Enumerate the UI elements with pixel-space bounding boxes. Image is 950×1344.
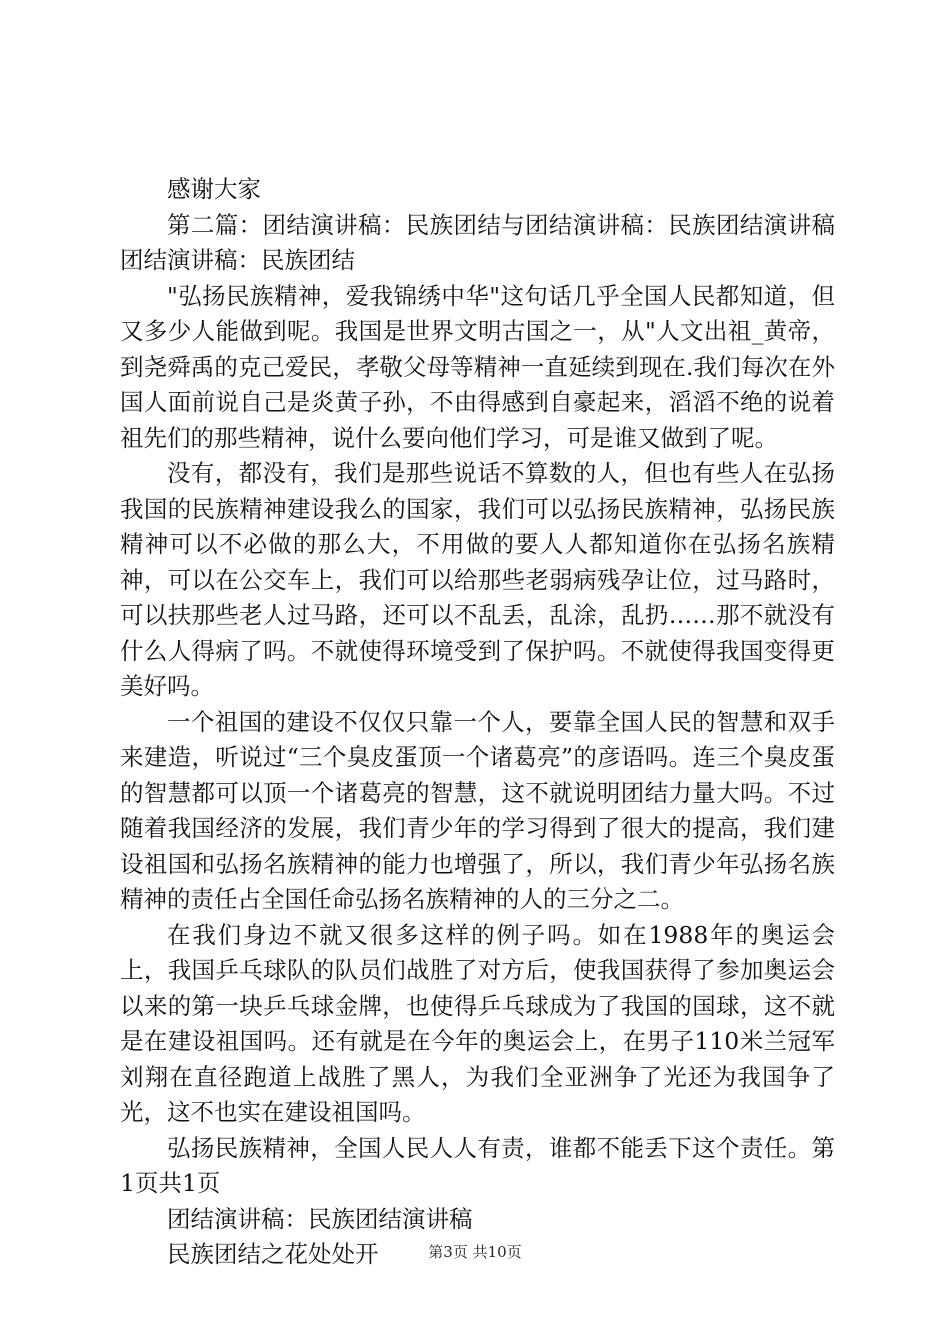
- paragraph: "弘扬民族精神，爱我锦绣中华"这句话几乎全国人民都知道，但又多少人能做到呢。我国是世界文明古国之一，从"人文出祖_黄帝，到尧舜禹的克己爱民，孝敬父母等精神一直延续到现在.我们每次在外国人面前说自己是炎黄子孙，不由得感到自豪起来，滔滔不绝的说着祖先们的那些精神，说什么要向他们学习，可是谁又做到了呢。: [120, 281, 835, 452]
- paragraph-heading: 民族团结之花处处开: [167, 1240, 379, 1268]
- document-body: [120, 172, 835, 1273]
- paragraph-section-title: 第二篇：团结演讲稿：民族团结与团结演讲稿：民族团结演讲稿团结演讲稿：民族团结: [120, 210, 835, 274]
- paragraph: 一个祖国的建设不仅仅只靠一个人，要靠全国人民的智慧和双手来建造，听说过“三个臭皮蛋顶一个诸葛亮”的彦语吗。连三个臭皮蛋的智慧都可以顶一个诸葛亮的智慧，这不就说明团结力量大吗。不过随着我国经济的发展，我们青少年的学习得到了很大的提高，我们建设祖国和弘扬名族精神的能力也增强了，所以，我们青少年弘扬名族精神的责任占全国任命弘扬名族精神的人的三分之二。: [120, 707, 835, 913]
- paragraph: 没有，都没有，我们是那些说话不算数的人，但也有些人在弘扬我国的民族精神建设我么的国家，我们可以弘扬民族精神，弘扬民族精神可以不必做的那么大，不用做的要人人都知道你在弘扬名族精神，可以在公交车上，我们可以给那些老弱病残孕让位，过马路时，可以扶那些老人过马路，还可以不乱丢，乱涂，乱扔……那不就没有什么人得病了吗。不就使得环境受到了保护吗。不就使得我国变得更美好吗。: [120, 459, 835, 700]
- page-footer: 第3页 共10页: [428, 1243, 522, 1261]
- paragraph-heading: 团结演讲稿：民族团结演讲稿: [167, 1204, 473, 1233]
- paragraph: 在我们身边不就又很多这样的例子吗。如在1988年的奥运会上，我国乒乓球队的队员们战胜了对方后，使我国获得了参加奥运会以来的第一块乒乓球金牌，也使得乒乓球成为了我国的国球，这不就是在建设祖国吗。还有就是在今年的奥运会上，在男子110米兰冠军刘翔在直径跑道上战胜了黑人，为我们全亚洲争了光还为我国争了光，这不也实在建设祖国吗。: [120, 920, 835, 1126]
- paragraph-closing-thanks: 感谢大家: [167, 175, 261, 203]
- paragraph: 弘扬民族精神，全国人民人人有责，谁都不能丢下这个责任。第1页共1页: [120, 1133, 835, 1197]
